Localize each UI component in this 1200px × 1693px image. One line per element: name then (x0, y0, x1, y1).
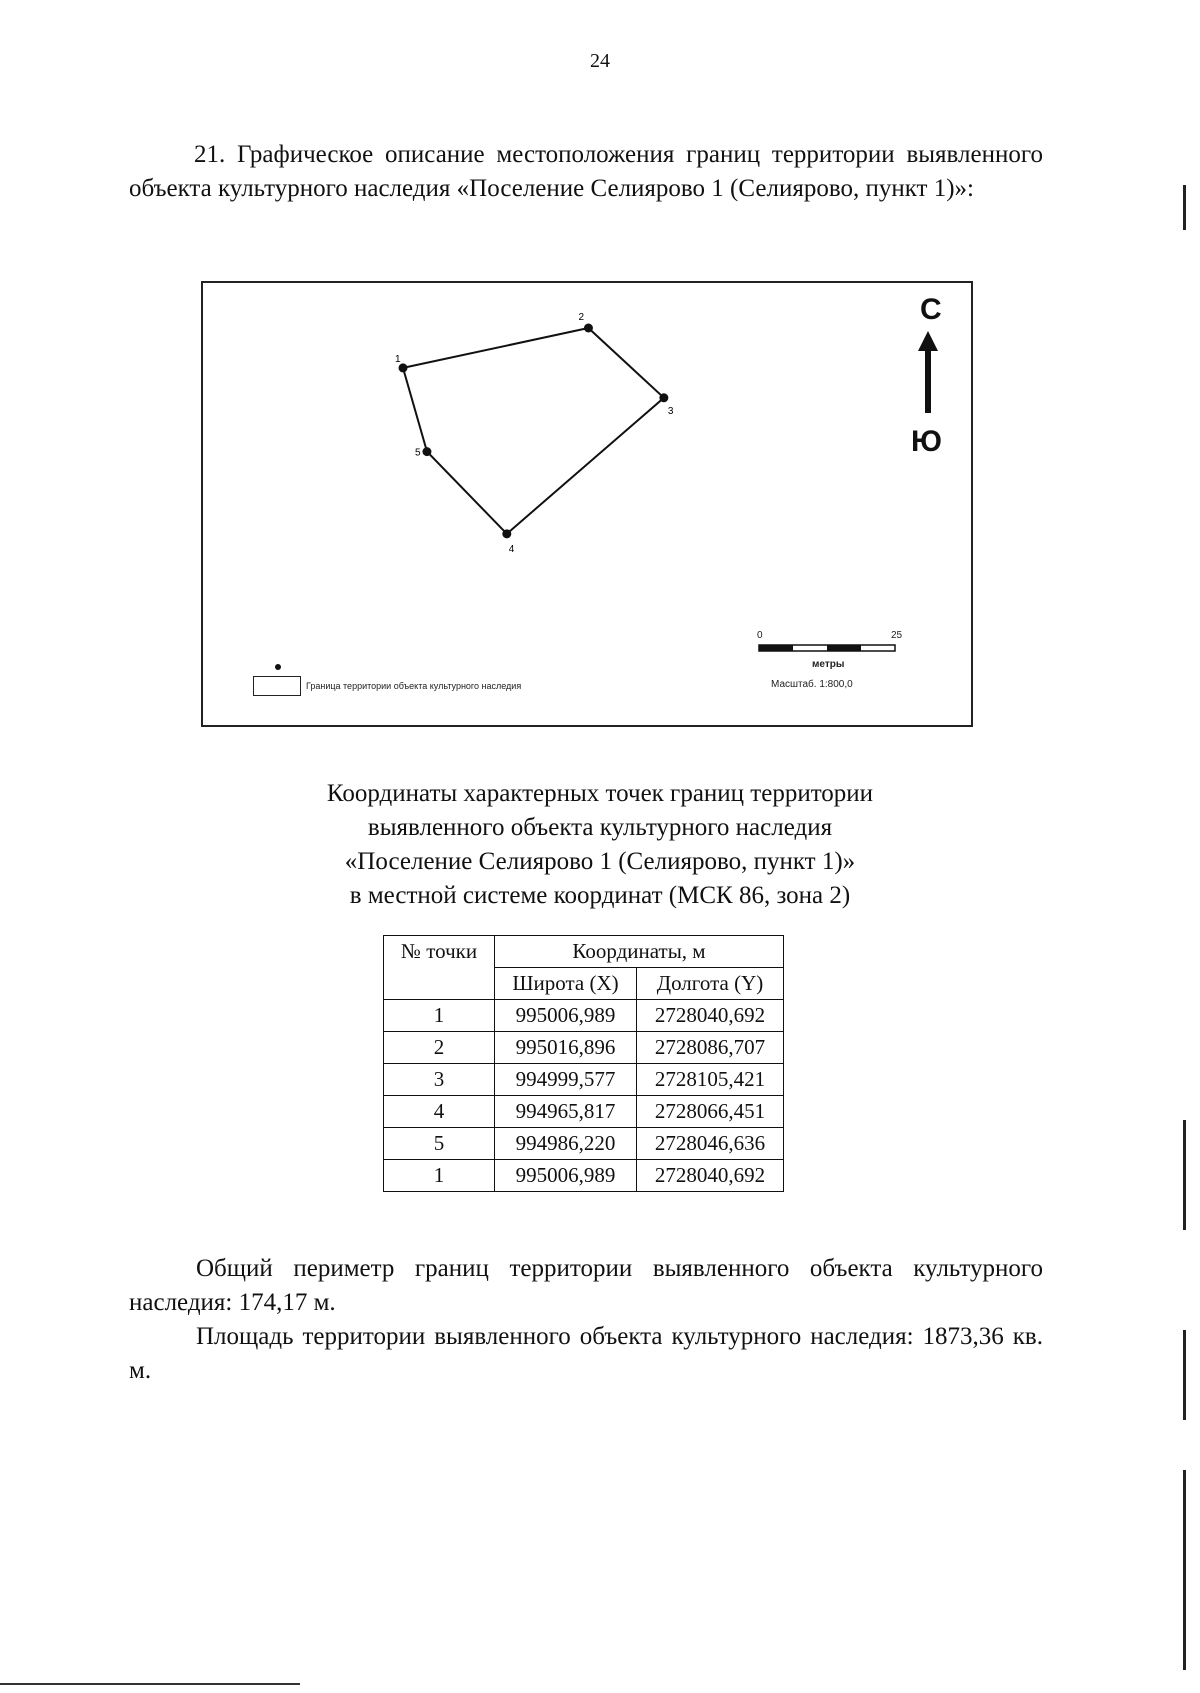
scan-edge-mark (1183, 1120, 1186, 1230)
cell-x: 995016,896 (495, 1032, 637, 1064)
cell-point: 1 (384, 1160, 495, 1192)
boundary-point-5 (422, 447, 431, 456)
intro-paragraph: 21. Графическое описание местоположения границ территории выявленного объекта культурного наследия «Поселение Селиярово 1 (Селиярово, пункт 1)»: (129, 141, 1043, 202)
cell-y: 2728105,421 (637, 1064, 784, 1096)
scale-max-label: 25 (891, 630, 903, 641)
scale-bar (759, 645, 895, 651)
cell-x: 994986,220 (495, 1128, 637, 1160)
boundary-point-label: 5 (414, 447, 421, 459)
table-row (384, 1000, 784, 1032)
cell-y: 2728040,692 (637, 1160, 784, 1192)
cell-point: 3 (384, 1064, 495, 1096)
bottom-rule (0, 1683, 300, 1685)
cell-x: 995006,989 (495, 1160, 637, 1192)
map-canvas (203, 283, 971, 725)
cell-y: 2728066,451 (637, 1096, 784, 1128)
table-row (384, 1128, 784, 1160)
table-title-line: выявленного объекта культурного наследия (367, 814, 833, 841)
boundary-point-4 (502, 529, 511, 538)
south-label: Ю (911, 425, 942, 458)
scan-edge-mark (1183, 1330, 1186, 1420)
perimeter-paragraph: Общий периметр границ территории выявленного объекта культурного наследия: 174,17 м. (129, 1255, 1043, 1316)
north-label: С (920, 293, 942, 326)
area-paragraph: Площадь территории выявленного объекта культурного наследия: 1873,36 кв. м. (129, 1323, 1043, 1384)
scale-zero-label: 0 (757, 630, 763, 641)
col-coords-header: Координаты, м (495, 936, 784, 968)
cell-y: 2728040,692 (637, 1000, 784, 1032)
scale-unit-label: метры (812, 659, 845, 670)
table-title-line: Координаты характерных точек границ территории (326, 780, 874, 807)
table-row (384, 1032, 784, 1064)
cell-point: 1 (384, 1000, 495, 1032)
cell-x: 994965,817 (495, 1096, 637, 1128)
north-arrow-icon (918, 331, 938, 351)
boundary-point-label: 3 (667, 405, 674, 417)
legend-boundary-icon (253, 676, 301, 696)
table-title-line: «Поселение Селиярово 1 (Селиярово, пункт 1)» (344, 848, 856, 875)
scan-edge-mark (1183, 185, 1186, 230)
col-x-header: Широта (X) (495, 968, 637, 1000)
cell-point: 5 (384, 1128, 495, 1160)
legend-point-icon (275, 664, 281, 670)
table-row (384, 1064, 784, 1096)
cell-point: 4 (384, 1096, 495, 1128)
legend-text: Граница территории объекта культурного наследия (306, 681, 522, 691)
boundary-polygon (403, 328, 664, 534)
col-point-header: № точки (384, 936, 495, 1000)
col-y-header: Долгота (Y) (637, 968, 784, 1000)
page-number: 24 (590, 50, 610, 72)
boundary-points (395, 312, 674, 555)
coordinates-table (383, 935, 784, 1192)
scan-edge-mark (1183, 1470, 1186, 1670)
table-title (0, 777, 1200, 913)
scale-ratio-label: Масштаб. 1:800,0 (771, 679, 853, 690)
table-header-row (384, 936, 784, 968)
table-row (384, 1096, 784, 1128)
boundary-point-label: 1 (395, 353, 401, 365)
table-title-line: в местной системе координат (МСК 86, зона 2) (349, 882, 851, 909)
boundary-point-3 (659, 393, 668, 402)
boundary-map (201, 281, 973, 727)
cell-x: 994999,577 (495, 1064, 637, 1096)
boundary-point-label: 4 (508, 543, 515, 555)
cell-point: 2 (384, 1032, 495, 1064)
cell-x: 995006,989 (495, 1000, 637, 1032)
cell-y: 2728046,636 (637, 1128, 784, 1160)
boundary-point-label: 2 (578, 312, 585, 323)
cell-y: 2728086,707 (637, 1032, 784, 1064)
table-row (384, 1160, 784, 1192)
boundary-point-2 (584, 324, 593, 333)
